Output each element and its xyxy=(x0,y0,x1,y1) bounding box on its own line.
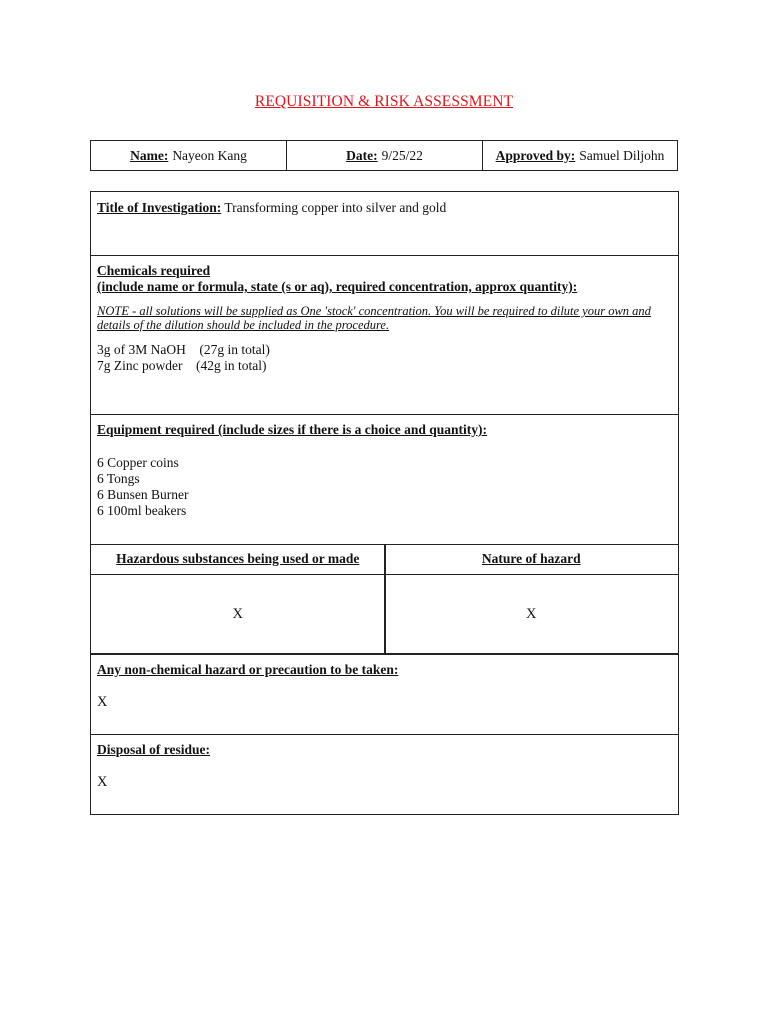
nature-of-hazard-header: Nature of hazard xyxy=(481,551,581,566)
approved-value: Samuel Diljohn xyxy=(579,147,665,163)
equipment-heading: Equipment required (include sizes if there is a choice and quantity): xyxy=(97,422,488,437)
chemicals-note: NOTE - all solutions will be supplied as One 'stock' concentration. You will be required to dilute your own and details of the dilution should be included in the procedure. xyxy=(97,304,651,332)
equipment-section xyxy=(91,422,678,519)
divider xyxy=(91,255,678,256)
divider xyxy=(91,653,678,655)
hazardous-substances-header: Hazardous substances being used or made xyxy=(116,551,360,566)
equipment-item: 6 Bunsen Burner xyxy=(97,487,189,502)
nature-of-hazard-value: X xyxy=(526,605,537,622)
name-value: Nayeon Kang xyxy=(172,147,247,163)
assessment-form xyxy=(90,191,679,815)
column-divider xyxy=(384,544,386,654)
name-cell xyxy=(91,141,287,170)
approved-label: Approved by: xyxy=(495,147,576,163)
header-table xyxy=(90,140,678,171)
non-chemical-heading: Any non-chemical hazard or precaution to be taken: xyxy=(97,662,399,677)
chemicals-heading: Chemicals required xyxy=(97,263,211,278)
disposal-heading: Disposal of residue: xyxy=(97,742,211,757)
disposal-section xyxy=(91,742,678,790)
approved-cell xyxy=(483,141,677,170)
equipment-item: 6 Tongs xyxy=(97,471,140,486)
hazardous-substances-value: X xyxy=(232,605,243,622)
name-label: Name: xyxy=(130,147,169,163)
date-cell xyxy=(287,141,483,170)
document-title: REQUISITION & RISK ASSESSMENT xyxy=(254,93,514,110)
date-label: Date: xyxy=(346,147,378,163)
equipment-list xyxy=(97,455,678,519)
investigation-value: Transforming copper into silver and gold xyxy=(224,200,447,215)
divider xyxy=(91,414,678,415)
investigation-label: Title of Investigation: xyxy=(97,200,222,215)
chemicals-list xyxy=(97,342,678,374)
non-chemical-section xyxy=(91,662,678,710)
chemical-item: 3g of 3M NaOH (27g in total) xyxy=(97,342,270,357)
divider xyxy=(91,734,678,735)
date-value: 9/25/22 xyxy=(381,147,423,163)
equipment-item: 6 Copper coins xyxy=(97,455,179,470)
chemicals-section xyxy=(91,263,678,374)
disposal-value: X xyxy=(97,774,108,790)
non-chemical-value: X xyxy=(97,694,108,710)
chemicals-subheading: (include name or formula, state (s or aq), required concentration, approx quantity): xyxy=(97,279,578,294)
chemical-item: 7g Zinc powder (42g in total) xyxy=(97,358,267,373)
equipment-item: 6 100ml beakers xyxy=(97,503,187,518)
investigation-section xyxy=(91,200,678,216)
